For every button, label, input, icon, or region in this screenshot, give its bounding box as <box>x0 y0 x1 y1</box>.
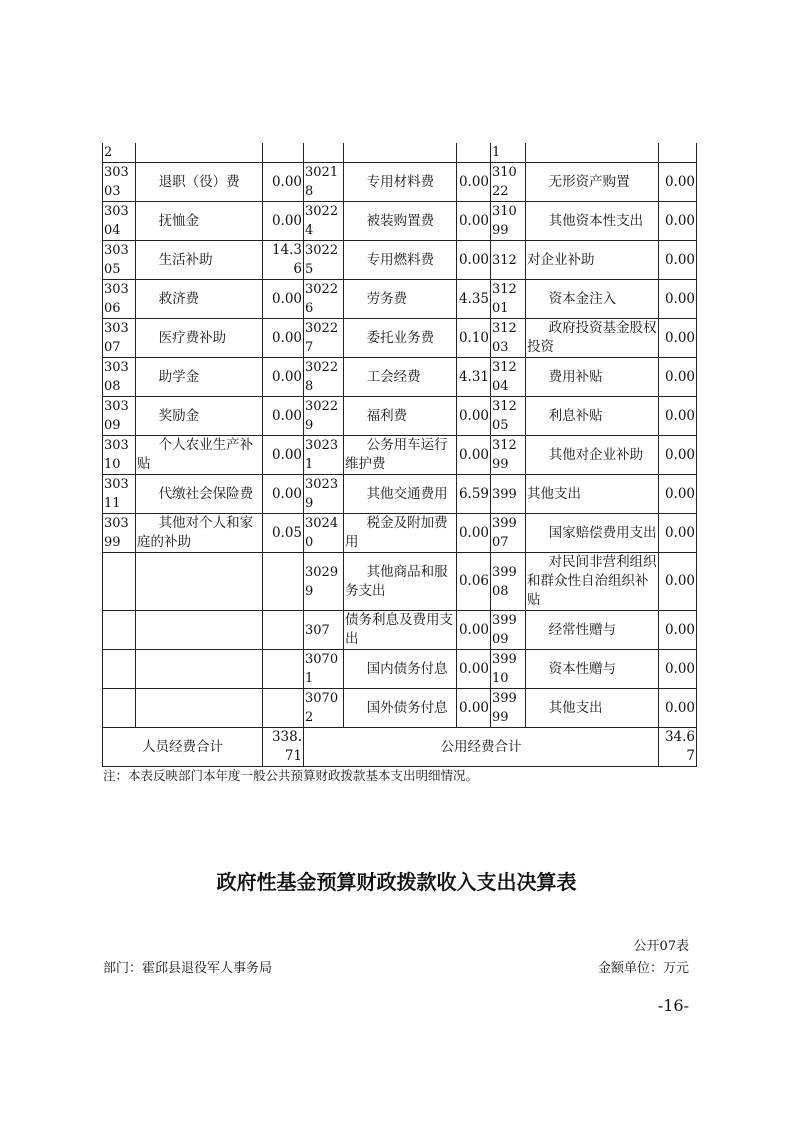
amount-cell: 0.00 <box>263 436 304 475</box>
code-cell: 30701 <box>304 650 344 689</box>
section-title: 政府性基金预算财政拨款收入支出决算表 <box>216 870 577 894</box>
amount-cell: 0.10 <box>457 319 491 358</box>
item-name <box>136 611 263 650</box>
code-cell: 31022 <box>491 163 526 202</box>
item-name: 经常性赠与 <box>526 611 659 650</box>
amount-cell: 0.00 <box>263 280 304 319</box>
amount-cell: 0.00 <box>263 475 304 514</box>
item-name: 对民间非营利组织和群众性自治组织补贴 <box>526 553 659 611</box>
item-name <box>136 553 263 611</box>
code-cell: 31299 <box>491 436 526 475</box>
code-cell: 30702 <box>304 689 344 728</box>
table-row <box>103 397 697 436</box>
code-cell: 31205 <box>491 397 526 436</box>
basic-expenditure-table <box>102 143 697 767</box>
code-cell <box>103 689 136 728</box>
item-name: 退职（役）费 <box>136 163 263 202</box>
table-number: 公开07表 <box>633 939 689 954</box>
amount-cell: 0.05 <box>263 514 304 553</box>
table-row <box>103 650 697 689</box>
item-name: 被装购置费 <box>344 202 457 241</box>
code-cell: 30306 <box>103 280 136 319</box>
table-row <box>103 319 697 358</box>
table-row <box>103 280 697 319</box>
item-name: 其他支出 <box>526 475 659 514</box>
amount-cell: 0.00 <box>659 163 697 202</box>
personnel-total-label: 人员经费合计 <box>103 728 263 767</box>
code-cell: 30228 <box>304 358 344 397</box>
amount-cell: 0.00 <box>457 689 491 728</box>
amount-cell: 0.00 <box>457 397 491 436</box>
amount-cell: 0.00 <box>457 202 491 241</box>
amount-cell: 0.00 <box>659 241 697 280</box>
code-cell: 307 <box>304 611 344 650</box>
code-cell: 30310 <box>103 436 136 475</box>
unit-label: 金额单位：万元 <box>597 961 689 976</box>
item-name: 政府投资基金股权投资 <box>526 319 659 358</box>
item-name: 国内债务付息 <box>344 650 457 689</box>
item-name: 国家赔偿费用支出 <box>526 514 659 553</box>
code-cell <box>103 611 136 650</box>
code-cell: 30307 <box>103 319 136 358</box>
amount-cell: 0.00 <box>263 397 304 436</box>
code-cell: 31201 <box>491 280 526 319</box>
table-row <box>103 358 697 397</box>
code-cell: 1 <box>491 143 526 163</box>
code-cell: 312 <box>491 241 526 280</box>
table-row <box>103 241 697 280</box>
item-name <box>136 650 263 689</box>
amount-cell: 0.06 <box>457 553 491 611</box>
table-row <box>103 475 697 514</box>
page-number: -16- <box>657 996 689 1015</box>
totals-row <box>103 728 697 767</box>
amount-cell: 0.00 <box>457 163 491 202</box>
amount-cell <box>263 553 304 611</box>
code-cell: 31203 <box>491 319 526 358</box>
amount-cell: 14.36 <box>263 241 304 280</box>
item-name: 税金及附加费用 <box>344 514 457 553</box>
amount-cell: 0.00 <box>263 163 304 202</box>
code-cell: 30224 <box>304 202 344 241</box>
code-cell: 2 <box>103 143 136 163</box>
table-row <box>103 611 697 650</box>
table-note: 注：本表反映部门本年度一般公共预算财政拨款基本支出明细情况。 <box>103 768 479 783</box>
amount-cell: 0.00 <box>659 319 697 358</box>
table-row <box>103 514 697 553</box>
code-cell <box>103 650 136 689</box>
item-name: 工会经费 <box>344 358 457 397</box>
amount-cell: 0.00 <box>263 358 304 397</box>
item-name: 委托业务费 <box>344 319 457 358</box>
code-cell: 30305 <box>103 241 136 280</box>
amount-cell: 6.59 <box>457 475 491 514</box>
code-cell: 39907 <box>491 514 526 553</box>
code-cell: 30231 <box>304 436 344 475</box>
code-cell: 30308 <box>103 358 136 397</box>
personnel-total-value: 338.71 <box>263 728 304 767</box>
item-name: 生活补助 <box>136 241 263 280</box>
code-cell: 30229 <box>304 397 344 436</box>
amount-cell: 0.00 <box>659 475 697 514</box>
public-total-label: 公用经费合计 <box>304 728 659 767</box>
code-cell <box>103 553 136 611</box>
code-cell: 30226 <box>304 280 344 319</box>
amount-cell: 0.00 <box>457 514 491 553</box>
amount-cell: 0.00 <box>457 650 491 689</box>
code-cell: 30218 <box>304 163 344 202</box>
amount-cell: 0.00 <box>659 436 697 475</box>
code-cell: 39910 <box>491 650 526 689</box>
public-total-value: 34.67 <box>659 728 697 767</box>
item-name <box>136 689 263 728</box>
code-cell: 39999 <box>491 689 526 728</box>
code-cell: 39908 <box>491 553 526 611</box>
item-name: 专用燃料费 <box>344 241 457 280</box>
amount-cell: 0.00 <box>659 553 697 611</box>
amount-cell: 0.00 <box>457 611 491 650</box>
code-cell: 39909 <box>491 611 526 650</box>
code-cell: 30299 <box>304 553 344 611</box>
amount-cell: 0.00 <box>659 650 697 689</box>
item-name: 奖励金 <box>136 397 263 436</box>
item-name: 国外债务付息 <box>344 689 457 728</box>
code-cell: 30303 <box>103 163 136 202</box>
item-name: 其他商品和服务支出 <box>344 553 457 611</box>
amount-cell <box>263 689 304 728</box>
item-name: 利息补贴 <box>526 397 659 436</box>
code-cell: 31204 <box>491 358 526 397</box>
item-name: 公务用车运行维护费 <box>344 436 457 475</box>
amount-cell: 0.00 <box>659 397 697 436</box>
item-name: 医疗费补助 <box>136 319 263 358</box>
amount-cell: 0.00 <box>659 358 697 397</box>
item-name: 劳务费 <box>344 280 457 319</box>
code-cell: 30399 <box>103 514 136 553</box>
table-row <box>103 553 697 611</box>
item-name: 其他对企业补助 <box>526 436 659 475</box>
code-cell: 30309 <box>103 397 136 436</box>
item-name: 个人农业生产补贴 <box>136 436 263 475</box>
item-name: 其他支出 <box>526 689 659 728</box>
table-row <box>103 689 697 728</box>
item-name: 无形资产购置 <box>526 163 659 202</box>
amount-cell <box>263 650 304 689</box>
amount-cell: 4.31 <box>457 358 491 397</box>
item-name: 抚恤金 <box>136 202 263 241</box>
code-cell: 30240 <box>304 514 344 553</box>
table-row <box>103 163 697 202</box>
amount-cell: 0.00 <box>263 319 304 358</box>
amount-cell: 0.00 <box>659 202 697 241</box>
item-name: 助学金 <box>136 358 263 397</box>
table-row <box>103 143 697 163</box>
code-cell: 30225 <box>304 241 344 280</box>
item-name: 资本性赠与 <box>526 650 659 689</box>
amount-cell: 0.00 <box>659 514 697 553</box>
item-name: 债务利息及费用支出 <box>344 611 457 650</box>
item-name: 福利费 <box>344 397 457 436</box>
item-name: 其他对个人和家庭的补助 <box>136 514 263 553</box>
amount-cell: 0.00 <box>659 689 697 728</box>
code-cell: 30227 <box>304 319 344 358</box>
code-cell: 30239 <box>304 475 344 514</box>
code-cell: 30311 <box>103 475 136 514</box>
amount-cell: 0.00 <box>263 202 304 241</box>
department-label: 部门：霍邱县退役军人事务局 <box>103 961 273 976</box>
table-row <box>103 202 697 241</box>
item-name: 资本金注入 <box>526 280 659 319</box>
table-row <box>103 436 697 475</box>
item-name: 专用材料费 <box>344 163 457 202</box>
item-name: 其他交通费用 <box>344 475 457 514</box>
code-cell: 31099 <box>491 202 526 241</box>
item-name: 救济费 <box>136 280 263 319</box>
code-cell: 399 <box>491 475 526 514</box>
item-name: 费用补贴 <box>526 358 659 397</box>
item-name: 其他资本性支出 <box>526 202 659 241</box>
amount-cell <box>263 611 304 650</box>
amount-cell: 0.00 <box>659 280 697 319</box>
amount-cell: 0.00 <box>457 241 491 280</box>
code-cell: 30304 <box>103 202 136 241</box>
amount-cell: 4.35 <box>457 280 491 319</box>
amount-cell: 0.00 <box>457 436 491 475</box>
item-name: 对企业补助 <box>526 241 659 280</box>
amount-cell: 0.00 <box>659 611 697 650</box>
item-name: 代缴社会保险费 <box>136 475 263 514</box>
